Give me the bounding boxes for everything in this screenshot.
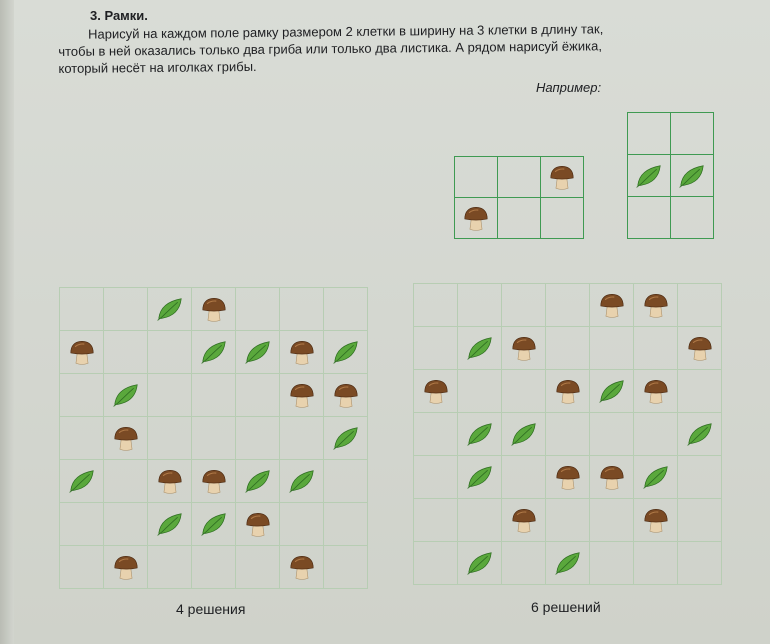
grid-cell[interactable] [455,198,498,239]
grid-cell[interactable] [458,542,502,585]
instruction-line: Нарисуй на каждом поле рамку размером 2 клетки в ширину на 3 клетки в длину так, [88,21,604,42]
leaf-icon [465,420,495,448]
grid-cell[interactable] [192,503,236,546]
mushroom-icon [642,290,670,320]
grid-cell[interactable] [280,503,324,546]
grid-cell[interactable] [590,542,634,585]
grid-row [60,460,368,503]
grid-cell[interactable] [324,288,368,331]
grid-cell[interactable] [458,499,502,542]
grid-cell[interactable] [634,284,678,327]
grid-cell[interactable] [414,370,458,413]
grid-cell[interactable] [634,370,678,413]
grid-cell[interactable] [324,331,368,374]
grid-cell[interactable] [546,413,590,456]
grid-cell[interactable] [678,413,722,456]
grid-row [60,374,368,417]
puzzle-grid-2 [413,283,722,585]
grid-cell[interactable] [148,374,192,417]
grid-cell[interactable] [192,331,236,374]
leaf-icon [677,162,707,190]
mushroom-icon [598,462,626,492]
grid-cell[interactable] [148,331,192,374]
grid-cell[interactable] [148,460,192,503]
grid-cell[interactable] [590,370,634,413]
mushroom-icon [244,509,272,539]
grid-cell[interactable] [678,542,722,585]
grid-cell[interactable] [414,284,458,327]
task-instruction [58,19,718,77]
mushroom-icon [462,203,490,233]
grid-cell[interactable] [546,456,590,499]
grid-cell[interactable] [60,331,104,374]
grid-cell[interactable] [546,542,590,585]
grid-cell[interactable] [590,499,634,542]
mushroom-icon [510,505,538,535]
grid-cell[interactable] [236,417,280,460]
grid-cell[interactable] [104,331,148,374]
grid-row [414,284,722,327]
leaf-icon [509,420,539,448]
grid-cell[interactable] [546,370,590,413]
grid-cell[interactable] [590,284,634,327]
mushroom-icon [288,552,316,582]
grid-cell[interactable] [678,370,722,413]
grid-cell[interactable] [148,503,192,546]
leaf-icon [634,162,664,190]
grid-row [414,542,722,585]
grid-cell[interactable] [590,456,634,499]
grid-cell[interactable] [502,284,546,327]
grid-cell[interactable] [414,456,458,499]
leaf-icon [641,463,671,491]
grid-cell[interactable] [502,542,546,585]
leaf-icon [111,381,141,409]
grid-cell[interactable] [634,542,678,585]
grid-cell[interactable] [634,413,678,456]
grid-cell[interactable] [236,331,280,374]
grid-cell[interactable] [280,331,324,374]
mushroom-icon [554,376,582,406]
page-edge [0,0,14,644]
grid-cell[interactable] [280,288,324,331]
example-grid-2 [627,112,714,239]
grid-cell[interactable] [634,456,678,499]
mushroom-icon [68,337,96,367]
grid-cell[interactable] [678,327,722,370]
mushroom-icon [112,552,140,582]
grid-cell[interactable] [498,198,541,239]
example-grid-1 [454,156,584,239]
mushroom-icon [332,380,360,410]
mushroom-icon [510,333,538,363]
grid-row [60,288,368,331]
grid-cell[interactable] [458,413,502,456]
grid-cell[interactable] [104,460,148,503]
grid-cell[interactable] [148,288,192,331]
grid-1-caption: 4 решения [176,601,246,617]
grid-row [414,499,722,542]
mushroom-icon [200,466,228,496]
grid-cell[interactable] [414,499,458,542]
grid-cell[interactable] [236,546,280,589]
leaf-icon [155,295,185,323]
grid-cell[interactable] [678,284,722,327]
grid-cell[interactable] [60,460,104,503]
grid-cell[interactable] [671,197,714,239]
grid-cell[interactable] [60,374,104,417]
grid-cell[interactable] [192,546,236,589]
grid-cell[interactable] [671,155,714,197]
grid-cell[interactable] [236,503,280,546]
grid-cell[interactable] [628,113,671,155]
grid-cell[interactable] [414,542,458,585]
grid-cell[interactable] [104,546,148,589]
mushroom-icon [288,337,316,367]
grid-cell[interactable] [236,460,280,503]
grid-cell[interactable] [678,499,722,542]
grid-cell[interactable] [60,417,104,460]
grid-cell[interactable] [590,413,634,456]
mushroom-icon [642,376,670,406]
grid-cell[interactable] [104,374,148,417]
grid-row [628,155,714,197]
grid-cell[interactable] [628,197,671,239]
mushroom-icon [288,380,316,410]
grid-row [628,197,714,239]
leaf-icon [465,463,495,491]
leaf-icon [465,549,495,577]
grid-cell[interactable] [148,417,192,460]
grid-cell[interactable] [634,327,678,370]
grid-cell[interactable] [324,546,368,589]
grid-cell[interactable] [148,546,192,589]
mushroom-icon [200,294,228,324]
grid-cell[interactable] [546,499,590,542]
leaf-icon [553,549,583,577]
leaf-icon [685,420,715,448]
leaf-icon [243,338,273,366]
mushroom-icon [156,466,184,496]
grid-row [60,417,368,460]
leaf-icon [331,424,361,452]
grid-cell[interactable] [236,374,280,417]
grid-cell[interactable] [104,503,148,546]
grid-row [414,370,722,413]
grid-cell[interactable] [280,374,324,417]
grid-cell[interactable] [502,456,546,499]
grid-cell[interactable] [546,284,590,327]
grid-cell[interactable] [60,288,104,331]
grid-row [455,157,584,198]
grid-cell[interactable] [324,417,368,460]
mushroom-icon [598,290,626,320]
grid-cell[interactable] [324,460,368,503]
mushroom-icon [554,462,582,492]
task-title: 3. Рамки. [90,8,148,23]
grid-cell[interactable] [414,413,458,456]
grid-cell[interactable] [280,460,324,503]
leaf-icon [199,510,229,538]
grid-cell[interactable] [192,417,236,460]
leaf-icon [597,377,627,405]
grid-cell[interactable] [546,327,590,370]
leaf-icon [67,467,97,495]
mushroom-icon [422,376,450,406]
example-label: Например: [536,80,602,95]
grid-cell[interactable] [541,157,584,198]
grid-cell[interactable] [541,198,584,239]
grid-cell[interactable] [458,370,502,413]
grid-cell[interactable] [414,327,458,370]
grid-row [414,327,722,370]
grid-cell[interactable] [60,503,104,546]
grid-cell[interactable] [458,284,502,327]
mushroom-icon [548,162,576,192]
grid-cell[interactable] [280,546,324,589]
grid-cell[interactable] [634,499,678,542]
grid-cell[interactable] [104,288,148,331]
grid-cell[interactable] [236,288,280,331]
instruction-line: который несёт на иголках грибы. [58,58,257,76]
grid-row [60,546,368,589]
leaf-icon [243,467,273,495]
mushroom-icon [686,333,714,363]
grid-cell[interactable] [502,499,546,542]
grid-row [60,503,368,546]
grid-cell[interactable] [324,374,368,417]
grid-cell[interactable] [280,417,324,460]
grid-row [628,113,714,155]
instruction-line: чтобы в ней оказались только два гриба или только два листика. А рядом нарисуй ёжика, [58,38,602,59]
mushroom-icon [642,505,670,535]
grid-cell[interactable] [458,456,502,499]
grid-cell[interactable] [192,288,236,331]
grid-row [414,413,722,456]
leaf-icon [331,338,361,366]
grid-row [455,198,584,239]
grid-row [60,331,368,374]
grid-2-caption: 6 решений [531,599,601,615]
grid-cell[interactable] [671,113,714,155]
leaf-icon [465,334,495,362]
mushroom-icon [112,423,140,453]
grid-cell[interactable] [104,417,148,460]
grid-cell[interactable] [192,460,236,503]
grid-cell[interactable] [502,370,546,413]
grid-cell[interactable] [60,546,104,589]
grid-cell[interactable] [628,155,671,197]
leaf-icon [199,338,229,366]
grid-cell[interactable] [455,157,498,198]
grid-cell[interactable] [678,456,722,499]
grid-row [414,456,722,499]
grid-cell[interactable] [458,327,502,370]
grid-cell[interactable] [324,503,368,546]
puzzle-grid-1 [59,287,368,589]
leaf-icon [287,467,317,495]
leaf-icon [155,510,185,538]
grid-cell[interactable] [498,157,541,198]
grid-cell[interactable] [192,374,236,417]
grid-cell[interactable] [502,413,546,456]
grid-cell[interactable] [502,327,546,370]
grid-cell[interactable] [590,327,634,370]
